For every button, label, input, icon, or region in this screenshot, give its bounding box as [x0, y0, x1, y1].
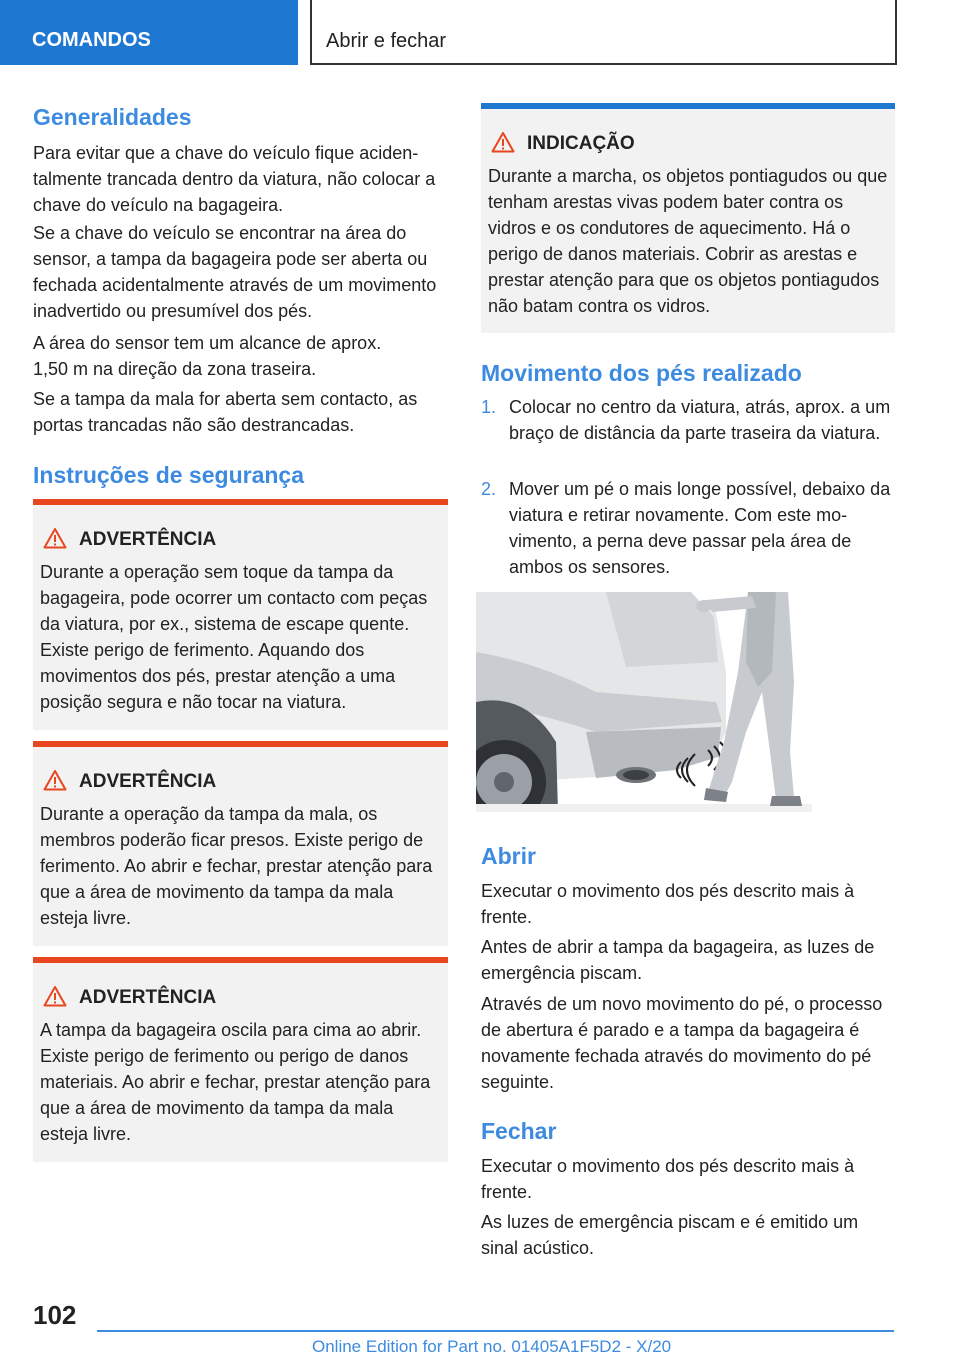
- heading-movimento: Movimento dos pés realizado: [481, 360, 802, 386]
- warning-bar: [33, 957, 448, 963]
- header-section-label: COMANDOS: [32, 29, 151, 51]
- warning-bar: [33, 499, 448, 505]
- warning-text: A tampa da bagageira oscila para cima ao abrir. Existe perigo de ferimento ou perigo de danos materiais. Ao abrir e fechar, prestar atenção para que a área de movimento da tampa da mala esteja livre.: [40, 1020, 431, 1144]
- header-chapter-label: Abrir e fechar: [326, 30, 447, 52]
- warning-title: ADVERTÊNCIA: [79, 529, 217, 550]
- info-box: [481, 103, 895, 333]
- paragraph-generalidades-2: Se a chave do veículo se encontrar na área do sensor, a tampa da bagageira pode ser aberta ou fechada acidentalmente através de um movimento inadvertido ou presumível dos pés.: [33, 223, 437, 321]
- paragraph-abrir-1: Executar o movimento dos pés descrito mais à frente.: [481, 881, 855, 927]
- warning-title: ADVERTÊNCIA: [79, 987, 217, 1008]
- heading-abrir: Abrir: [481, 843, 536, 869]
- step-number: 1.: [481, 397, 497, 417]
- page-number: 102: [33, 1300, 77, 1330]
- paragraph-generalidades-4: Se a tampa da mala for aberta sem contacto, as portas trancadas não são destrancadas.: [33, 389, 418, 435]
- warning-triangle-icon: [43, 985, 67, 1007]
- foot-movement-illustration: [476, 592, 812, 812]
- warning-text: Durante a operação sem toque da tampa da bagageira, pode ocorrer um contacto com peças da viatura, por ex., sistema de escape quente. Existe perigo de ferimento. Aquando dos movimentos dos pés, prestar atenção a uma posição segura e não tocar na viatura.: [40, 562, 428, 712]
- warning-text: Durante a operação da tampa da mala, os membros poderão ficar presos. Existe perigo de ferimento. Ao abrir e fechar, prestar atenção para que a área de movimento da tampa da mala esteja livre.: [40, 804, 433, 928]
- info-text: Durante a marcha, os objetos pontiagudos ou que tenham arestas vivas podem bater contra os vidros e os condutores de aquecimento. Há o perigo de danos materiais. Cobrir as arestas e prestar atenção para que os objetos pontiagudos não batam contra os vidros.: [488, 166, 888, 316]
- warning-box-3: [33, 957, 448, 1162]
- paragraph-abrir-2: Antes de abrir a tampa da bagageira, as luzes de emergência piscam.: [481, 937, 875, 983]
- warning-bar: [33, 741, 448, 747]
- heading-seguranca: Instruções de segurança: [33, 462, 304, 488]
- warning-box-2: [33, 741, 448, 946]
- heading-fechar: Fechar: [481, 1118, 557, 1144]
- footer-divider: [97, 1330, 894, 1332]
- warning-triangle-icon: [491, 131, 515, 153]
- footer-edition: Online Edition for Part no. 01405A1F5D2 - X/20: [312, 1337, 672, 1356]
- header-section-tab: [0, 0, 298, 65]
- info-bar: [481, 103, 895, 109]
- paragraph-abrir-3: Através de um novo movimento do pé, o processo de abertura é parado e a tampa da bagageira é novamente fechada através do movimento do pé seguinte.: [481, 994, 883, 1092]
- warning-box-1: [33, 499, 448, 730]
- paragraph-generalidades-3: A área do sensor tem um alcance de aprox. 1,50 m na direção da zona traseira.: [33, 333, 382, 379]
- paragraph-fechar-1: Executar o movimento dos pés descrito mais à frente.: [481, 1156, 855, 1202]
- heading-generalidades: Generalidades: [33, 104, 192, 130]
- warning-triangle-icon: [43, 769, 67, 791]
- warning-title: ADVERTÊNCIA: [79, 771, 217, 792]
- paragraph-fechar-2: As luzes de emergência piscam e é emitido um sinal acústico.: [481, 1212, 859, 1258]
- step-number: 2.: [481, 479, 497, 499]
- info-title: INDICAÇÃO: [527, 133, 635, 154]
- paragraph-generalidades-1: Para evitar que a chave do veículo fique acidentalmente trancada dentro da viatura, não colocar a chave do veículo na bagageira.: [33, 143, 436, 215]
- step-text: Mover um pé o mais longe possível, debaixo da viatura e retirar novamente. Com este movimento, a perna deve passar pela área de ambos os sensores.: [509, 479, 891, 577]
- step-text: Colocar no centro da viatura, atrás, aprox. a um braço de distância da parte traseira da viatura.: [509, 397, 891, 443]
- warning-triangle-icon: [43, 527, 67, 549]
- header-chapter-box: [310, 0, 897, 65]
